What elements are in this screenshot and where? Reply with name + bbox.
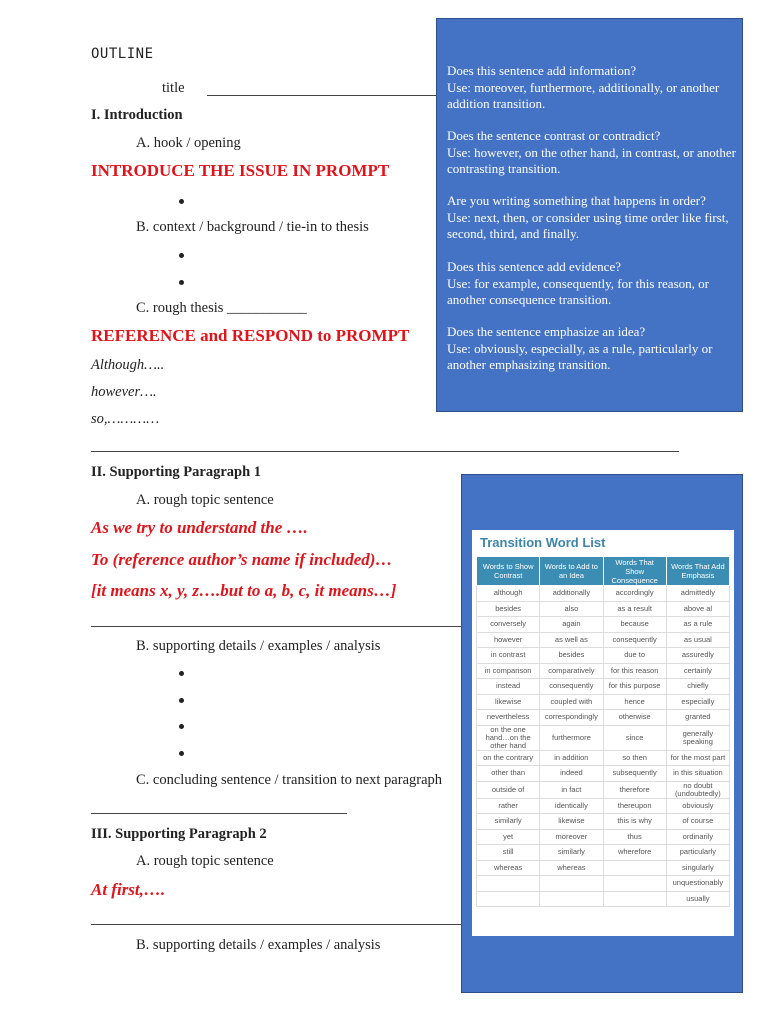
table-row xyxy=(477,725,730,750)
table-cell: above al xyxy=(666,601,729,617)
table-cell: nevertheless xyxy=(477,710,540,726)
table-row xyxy=(477,694,730,710)
table-cell: certainly xyxy=(666,663,729,679)
table-cell: besides xyxy=(477,601,540,617)
table-cell: for the most part xyxy=(666,750,729,766)
word-list-title: Transition Word List xyxy=(480,535,606,550)
table-cell: whereas xyxy=(477,860,540,876)
p2-topic: A. rough topic sentence xyxy=(136,853,274,869)
table-cell: on the one hand…on the other hand xyxy=(477,725,540,750)
table-cell: subsequently xyxy=(603,766,666,782)
table-cell: similarly xyxy=(540,845,603,861)
table-cell: similarly xyxy=(477,814,540,830)
bullet xyxy=(179,253,184,258)
table-cell: other than xyxy=(477,766,540,782)
table-row xyxy=(477,679,730,695)
divider-line xyxy=(91,813,347,814)
table-cell: otherwise xyxy=(603,710,666,726)
table-cell: still xyxy=(477,845,540,861)
guide-question: Does the sentence emphasize an idea? xyxy=(447,324,646,339)
table-row xyxy=(477,798,730,814)
guide-item-3 xyxy=(447,193,742,243)
word-list-box xyxy=(461,474,743,993)
table-cell: since xyxy=(603,725,666,750)
guide-question: Does this sentence add information? xyxy=(447,63,637,78)
table-cell: thereupon xyxy=(603,798,666,814)
table-row xyxy=(477,845,730,861)
p1-red-1: As we try to understand the …. xyxy=(91,518,308,537)
table-row xyxy=(477,829,730,845)
intro-heading: I. Introduction xyxy=(91,107,183,123)
table-cell: assuredly xyxy=(666,648,729,664)
table-cell: likewise xyxy=(477,694,540,710)
column-header: Words to Show Contrast xyxy=(477,557,540,586)
table-row xyxy=(477,876,730,892)
table-cell: especially xyxy=(666,694,729,710)
guide-question: Does this sentence add evidence? xyxy=(447,259,621,274)
table-cell: for this reason xyxy=(603,663,666,679)
title-line xyxy=(207,95,436,96)
p2-heading: III. Supporting Paragraph 2 xyxy=(91,826,267,842)
table-cell: ordinarily xyxy=(666,829,729,845)
table-cell: in fact xyxy=(540,781,603,798)
table-cell xyxy=(477,891,540,907)
table-row xyxy=(477,648,730,664)
p2-red-1: At first,…. xyxy=(91,880,166,899)
table-cell: outside of xyxy=(477,781,540,798)
table-cell: in comparison xyxy=(477,663,540,679)
table-row xyxy=(477,601,730,617)
p1-red-2: To (reference author’s name if included)… xyxy=(91,550,393,569)
so-text: so,………… xyxy=(91,411,160,427)
table-cell: singularly xyxy=(666,860,729,876)
table-cell: however xyxy=(477,632,540,648)
table-cell xyxy=(603,876,666,892)
table-cell: unquestionably xyxy=(666,876,729,892)
however-text: however…. xyxy=(91,384,157,400)
guide-item-4 xyxy=(447,259,742,309)
guide-item-5 xyxy=(447,324,742,374)
divider-line xyxy=(91,626,461,627)
p1-red-3: [it means x, y, z….but to a, b, c, it means…] xyxy=(91,581,397,600)
outline-heading: OUTLINE xyxy=(91,46,154,62)
p2-details: B. supporting details / examples / analysis xyxy=(136,937,381,953)
guide-item-2 xyxy=(447,128,742,178)
table-row xyxy=(477,860,730,876)
table-cell: indeed xyxy=(540,766,603,782)
table-cell: admittedly xyxy=(666,586,729,602)
bullet xyxy=(179,671,184,676)
table-cell: wherefore xyxy=(603,845,666,861)
table-cell: as a rule xyxy=(666,617,729,633)
table-row xyxy=(477,710,730,726)
divider-line xyxy=(91,451,679,452)
table-cell: of course xyxy=(666,814,729,830)
bullet xyxy=(179,280,184,285)
guide-question: Does the sentence contrast or contradict? xyxy=(447,128,661,143)
table-cell: generally speaking xyxy=(666,725,729,750)
table-cell: again xyxy=(540,617,603,633)
table-cell: whereas xyxy=(540,860,603,876)
table-cell: due to xyxy=(603,648,666,664)
table-cell: accordingly xyxy=(603,586,666,602)
table-cell: so then xyxy=(603,750,666,766)
column-header: Words That Add Emphasis xyxy=(666,557,729,586)
intro-hook: A. hook / opening xyxy=(136,135,241,151)
bullet xyxy=(179,751,184,756)
table-cell: no doubt (undoubtedly) xyxy=(666,781,729,798)
word-list-card xyxy=(472,530,734,936)
table-cell: thus xyxy=(603,829,666,845)
intro-thesis: C. rough thesis ___________ xyxy=(136,300,307,316)
guide-answer: Use: for example, consequently, for this reason, or another consequence transition. xyxy=(447,275,709,307)
divider-line xyxy=(91,924,461,925)
table-cell: consequently xyxy=(603,632,666,648)
table-cell: moreover xyxy=(540,829,603,845)
table-cell xyxy=(540,876,603,892)
bullet xyxy=(179,724,184,729)
p1-topic: A. rough topic sentence xyxy=(136,492,274,508)
intro-red-2: REFERENCE and RESPOND to PROMPT xyxy=(91,326,410,345)
table-cell: comparatively xyxy=(540,663,603,679)
table-cell: conversely xyxy=(477,617,540,633)
bullet xyxy=(179,698,184,703)
table-cell xyxy=(477,876,540,892)
although-text: Although….. xyxy=(91,357,165,373)
guide-item-1 xyxy=(447,63,742,113)
guide-answer: Use: however, on the other hand, in contrast, or another contrasting transition. xyxy=(447,144,737,176)
intro-context: B. context / background / tie-in to thesis xyxy=(136,219,369,235)
title-label: title xyxy=(162,80,185,96)
table-cell: instead xyxy=(477,679,540,695)
guide-answer: Use: obviously, especially, as a rule, particularly or another emphasizing transition. xyxy=(447,340,713,372)
table-cell: rather xyxy=(477,798,540,814)
table-cell: particularly xyxy=(666,845,729,861)
guide-answer: Use: next, then, or consider using time order like first, second, third, and finally. xyxy=(447,209,729,241)
table-row xyxy=(477,766,730,782)
table-cell: correspondingly xyxy=(540,710,603,726)
table-cell: additionally xyxy=(540,586,603,602)
guide-answer: Use: moreover, furthermore, additionally, or another addition transition. xyxy=(447,79,720,111)
table-cell: also xyxy=(540,601,603,617)
table-cell: on the contrary xyxy=(477,750,540,766)
p1-heading: II. Supporting Paragraph 1 xyxy=(91,464,262,480)
table-cell: granted xyxy=(666,710,729,726)
table-cell: consequently xyxy=(540,679,603,695)
transition-guide-box xyxy=(436,18,743,412)
table-cell: as a result xyxy=(603,601,666,617)
table-row xyxy=(477,663,730,679)
table-cell: usually xyxy=(666,891,729,907)
table-cell: obviously xyxy=(666,798,729,814)
table-cell: furthermore xyxy=(540,725,603,750)
table-cell: hence xyxy=(603,694,666,710)
p1-concluding: C. concluding sentence / transition to next paragraph xyxy=(136,772,443,788)
table-row xyxy=(477,781,730,798)
bullet xyxy=(179,199,184,204)
table-cell: this is why xyxy=(603,814,666,830)
table-row xyxy=(477,750,730,766)
table-cell: identically xyxy=(540,798,603,814)
table-row xyxy=(477,632,730,648)
column-header: Words to Add to an Idea xyxy=(540,557,603,586)
table-row xyxy=(477,586,730,602)
intro-red-1: INTRODUCE THE ISSUE IN PROMPT xyxy=(91,161,390,180)
table-cell: as well as xyxy=(540,632,603,648)
table-row xyxy=(477,891,730,907)
table-cell: although xyxy=(477,586,540,602)
table-cell: coupled with xyxy=(540,694,603,710)
table-cell: for this purpose xyxy=(603,679,666,695)
table-cell: besides xyxy=(540,648,603,664)
table-row xyxy=(477,814,730,830)
column-header: Words That Show Consequence xyxy=(603,557,666,586)
table-cell: as usual xyxy=(666,632,729,648)
table-cell: yet xyxy=(477,829,540,845)
table-cell: in addition xyxy=(540,750,603,766)
table-cell: therefore xyxy=(603,781,666,798)
word-list-table xyxy=(476,556,730,907)
guide-question: Are you writing something that happens in order? xyxy=(447,193,706,208)
table-cell xyxy=(603,860,666,876)
table-cell: likewise xyxy=(540,814,603,830)
table-cell xyxy=(603,891,666,907)
table-cell: in contrast xyxy=(477,648,540,664)
p1-details: B. supporting details / examples / analysis xyxy=(136,638,381,654)
table-cell: in this situation xyxy=(666,766,729,782)
table-row xyxy=(477,617,730,633)
table-cell: chiefly xyxy=(666,679,729,695)
table-cell: because xyxy=(603,617,666,633)
table-cell xyxy=(540,891,603,907)
